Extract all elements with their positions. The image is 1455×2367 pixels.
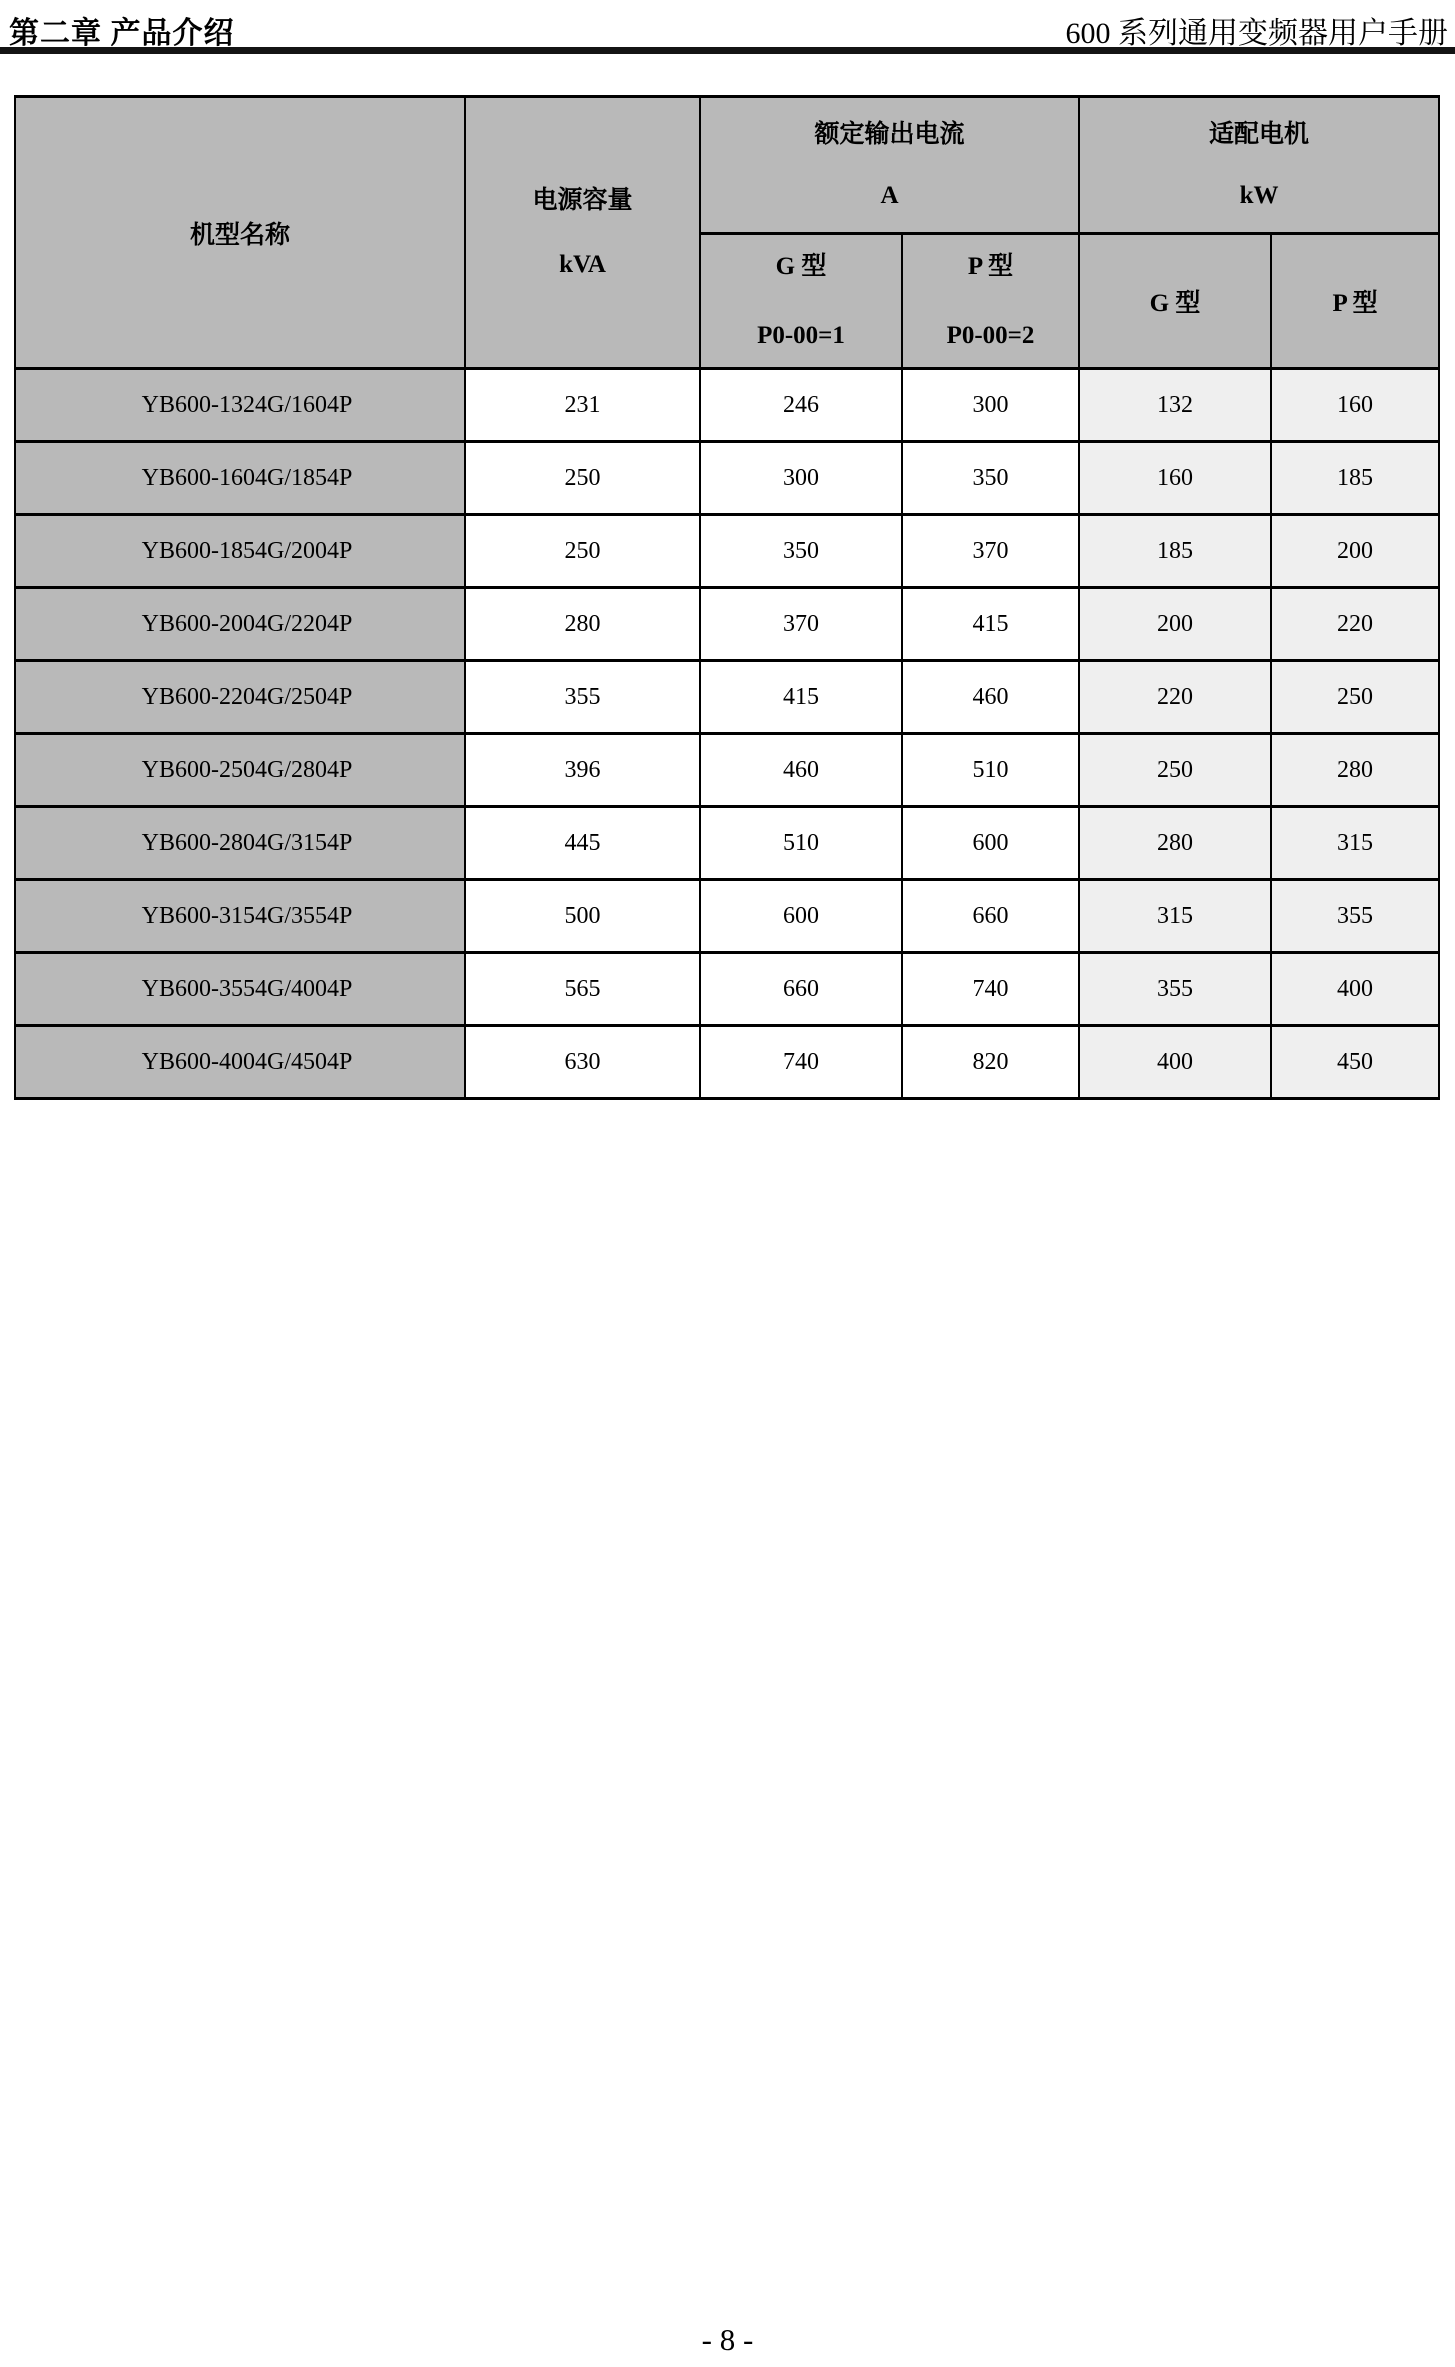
page-header xyxy=(0,0,1455,50)
header-power-capacity-label: 电源容量 xyxy=(532,187,633,214)
spec-value-cell: 160 xyxy=(1079,442,1271,515)
table-row xyxy=(15,953,1439,1026)
spec-value-cell: 220 xyxy=(1079,661,1271,734)
page-number: - 8 - xyxy=(701,2322,754,2357)
table-row xyxy=(15,515,1439,588)
model-name-cell: YB600-2504G/2804P xyxy=(15,734,465,807)
spec-value-cell: 630 xyxy=(465,1026,700,1099)
model-name-cell: YB600-3554G/4004P xyxy=(15,953,465,1026)
spec-value-cell: 510 xyxy=(902,734,1079,807)
spec-value-cell: 200 xyxy=(1271,515,1439,588)
spec-value-cell: 355 xyxy=(1271,880,1439,953)
spec-value-cell: 185 xyxy=(1271,442,1439,515)
header-current-g-type-label: G 型 xyxy=(775,252,827,280)
header-power-capacity xyxy=(465,97,700,369)
table-row xyxy=(15,880,1439,953)
spec-value-cell: 370 xyxy=(700,588,902,661)
spec-value-cell: 445 xyxy=(465,807,700,880)
header-adapted-motor-label: 适配电机 xyxy=(1209,120,1310,148)
spec-table-body xyxy=(15,369,1439,1099)
header-model-name: 机型名称 xyxy=(15,97,465,369)
spec-value-cell: 300 xyxy=(700,442,902,515)
spec-value-cell: 460 xyxy=(700,734,902,807)
spec-value-cell: 600 xyxy=(700,880,902,953)
spec-value-cell: 600 xyxy=(902,807,1079,880)
table-row xyxy=(15,369,1439,442)
header-current-g-type-param: P0-00=1 xyxy=(757,322,845,349)
header-power-capacity-unit: kVA xyxy=(559,250,606,278)
spec-value-cell: 565 xyxy=(465,953,700,1026)
spec-value-cell: 415 xyxy=(902,588,1079,661)
spec-value-cell: 460 xyxy=(902,661,1079,734)
model-name-cell: YB600-4004G/4504P xyxy=(15,1026,465,1099)
spec-value-cell: 400 xyxy=(1079,1026,1271,1099)
spec-value-cell: 185 xyxy=(1079,515,1271,588)
spec-value-cell: 400 xyxy=(1271,953,1439,1026)
header-rated-output-current xyxy=(700,97,1079,234)
spec-value-cell: 280 xyxy=(1271,734,1439,807)
spec-value-cell: 200 xyxy=(1079,588,1271,661)
spec-value-cell: 355 xyxy=(465,661,700,734)
spec-value-cell: 740 xyxy=(902,953,1079,1026)
spec-table xyxy=(14,95,1440,1100)
table-row xyxy=(15,588,1439,661)
header-rated-output-current-label: 额定输出电流 xyxy=(814,120,965,148)
spec-value-cell: 315 xyxy=(1079,880,1271,953)
spec-value-cell: 415 xyxy=(700,661,902,734)
spec-table-header xyxy=(15,97,1439,369)
spec-value-cell: 250 xyxy=(1271,661,1439,734)
spec-value-cell: 396 xyxy=(465,734,700,807)
spec-value-cell: 280 xyxy=(465,588,700,661)
spec-value-cell: 220 xyxy=(1271,588,1439,661)
spec-value-cell: 355 xyxy=(1079,953,1271,1026)
manual-title: 600 系列通用变频器用户手册 xyxy=(1065,17,1448,50)
table-row xyxy=(15,442,1439,515)
header-current-p-type xyxy=(902,234,1079,369)
table-row xyxy=(15,807,1439,880)
spec-value-cell: 500 xyxy=(465,880,700,953)
model-name-cell: YB600-1854G/2004P xyxy=(15,515,465,588)
spec-value-cell: 370 xyxy=(902,515,1079,588)
header-current-p-type-label: P 型 xyxy=(967,252,1014,280)
spec-value-cell: 231 xyxy=(465,369,700,442)
spec-value-cell: 280 xyxy=(1079,807,1271,880)
spec-value-cell: 246 xyxy=(700,369,902,442)
table-row xyxy=(15,734,1439,807)
spec-value-cell: 315 xyxy=(1271,807,1439,880)
spec-value-cell: 300 xyxy=(902,369,1079,442)
spec-value-cell: 660 xyxy=(902,880,1079,953)
model-name-cell: YB600-2804G/3154P xyxy=(15,807,465,880)
header-rated-output-current-unit: A xyxy=(880,182,899,209)
table-row xyxy=(15,661,1439,734)
spec-value-cell: 450 xyxy=(1271,1026,1439,1099)
model-name-cell: YB600-2004G/2204P xyxy=(15,588,465,661)
spec-value-cell: 740 xyxy=(700,1026,902,1099)
spec-value-cell: 510 xyxy=(700,807,902,880)
header-divider-rule xyxy=(0,47,1455,54)
spec-value-cell: 250 xyxy=(465,515,700,588)
model-name-cell: YB600-2204G/2504P xyxy=(15,661,465,734)
header-current-g-type xyxy=(700,234,902,369)
spec-value-cell: 250 xyxy=(465,442,700,515)
header-adapted-motor-unit: kW xyxy=(1239,182,1279,209)
table-row xyxy=(15,1026,1439,1099)
header-current-p-type-param: P0-00=2 xyxy=(946,322,1035,349)
spec-value-cell: 350 xyxy=(700,515,902,588)
spec-value-cell: 820 xyxy=(902,1026,1079,1099)
model-name-cell: YB600-1324G/1604P xyxy=(15,369,465,442)
header-adapted-motor xyxy=(1079,97,1439,234)
spec-value-cell: 132 xyxy=(1079,369,1271,442)
model-name-cell: YB600-3154G/3554P xyxy=(15,880,465,953)
spec-value-cell: 250 xyxy=(1079,734,1271,807)
chapter-title: 第二章 产品介绍 xyxy=(9,17,235,50)
model-name-cell: YB600-1604G/1854P xyxy=(15,442,465,515)
spec-value-cell: 350 xyxy=(902,442,1079,515)
header-motor-g-type: G 型 xyxy=(1079,234,1271,369)
spec-value-cell: 660 xyxy=(700,953,902,1026)
header-motor-p-type: P 型 xyxy=(1271,234,1439,369)
spec-value-cell: 160 xyxy=(1271,369,1439,442)
header-row-groups xyxy=(15,97,1439,234)
